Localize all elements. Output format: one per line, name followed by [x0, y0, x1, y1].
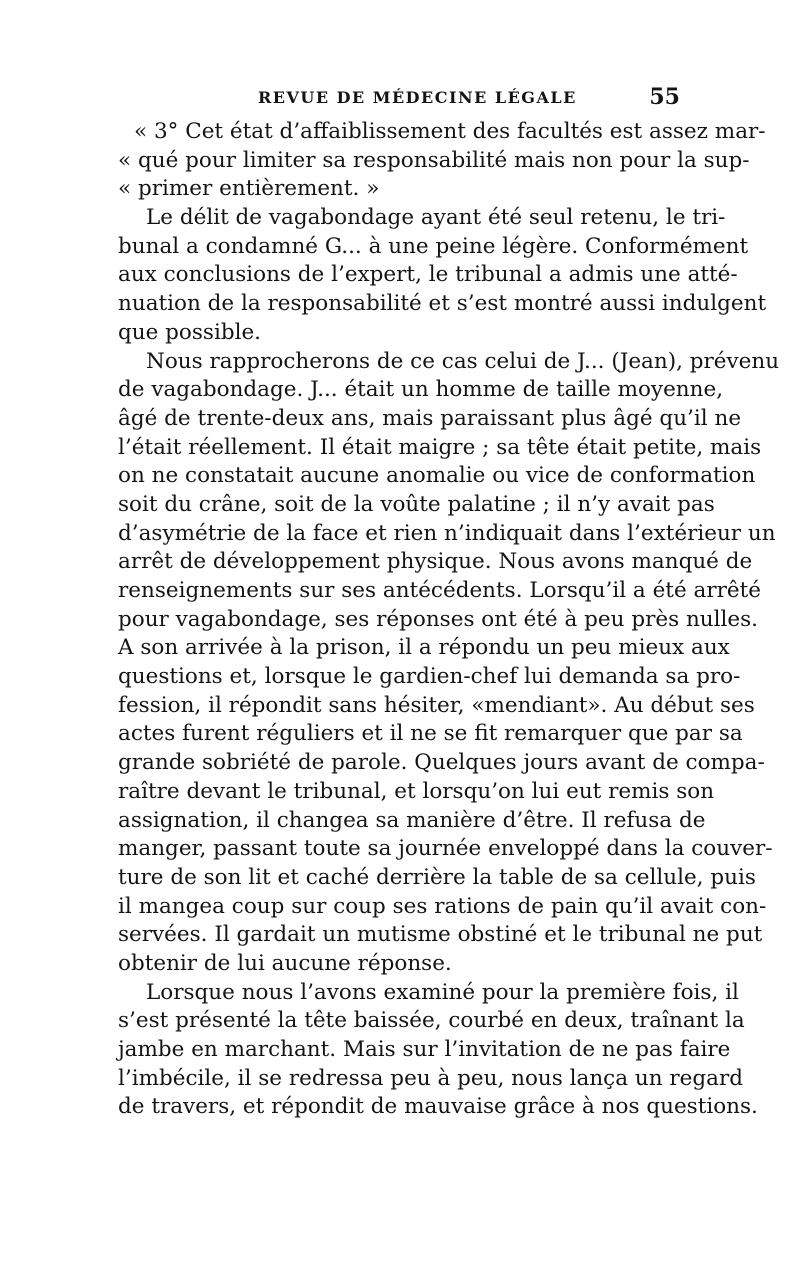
text-line: l’imbécile, il se redressa peu à peu, nous lança un regard [118, 1065, 744, 1091]
text-line: d’asymétrie de la face et rien n’indiquait dans l’extérieur un [118, 520, 776, 546]
text-line: « primer entièrement. » [118, 176, 380, 202]
running-header [118, 84, 680, 118]
text-line: ture de son lit et caché derrière la table de sa cellule, puis [118, 864, 756, 890]
text-line: renseignements sur ses antécédents. Lorsqu’il a été arrêté [118, 578, 761, 603]
text-line: fession, il répondit sans hésiter, «mendiant». Au début ses [118, 692, 755, 718]
text-line: on ne constatait aucune anomalie ou vice de conformation [118, 463, 756, 489]
text-line: assignation, il changea sa manière d’être. Il refusa de [118, 807, 706, 833]
page-number: 55 [649, 84, 680, 110]
text-line: l’était réellement. Il était maigre ; sa tête était petite, mais [118, 434, 762, 460]
text-line: A son arrivée à la prison, il a répondu un peu mieux aux [118, 635, 730, 661]
text-line: de travers, et répondit de mauvaise grâce à nos questions. [118, 1094, 758, 1120]
text-line: Le délit de vagabondage ayant été seul retenu, le tri- [146, 205, 726, 231]
journal-title: REVUE DE MÉDECINE LÉGALE [258, 88, 577, 107]
text-line: arrêt de développement physique. Nous avons manqué de [118, 549, 753, 575]
text-line: soit du crâne, soit de la voûte palatine ; il n’y avait pas [118, 491, 715, 517]
text-line: bunal a condamné G... à une peine légère. Conformément [118, 233, 749, 259]
text-line: « 3° Cet état d’affaiblissement des facultés est assez mar- [134, 119, 766, 144]
text-line: il mangea coup sur coup ses rations de pain qu’il avait con- [118, 893, 767, 919]
text-line: obtenir de lui aucune réponse. [118, 950, 452, 976]
text-line: actes furent réguliers et il ne se fit remarquer que par sa [118, 721, 743, 747]
text-line: Lorsque nous l’avons examiné pour la première fois, il [146, 979, 739, 1005]
text-line: « qué pour limiter sa responsabilité mais non pour la sup- [118, 147, 750, 173]
text-line: questions et, lorsque le gardien-chef lui demanda sa pro- [118, 664, 741, 690]
text-line: nuation de la responsabilité et s’est montré aussi indulgent [118, 291, 767, 317]
text-line: manger, passant toute sa journée enveloppé dans la couver- [118, 836, 773, 862]
text-line: raître devant le tribunal, et lorsqu’on lui eut remis son [118, 778, 715, 804]
text-line: âgé de trente-deux ans, mais paraissant plus âgé qu’il ne [118, 405, 742, 431]
text-line: de vagabondage. J... était un homme de taille moyenne, [118, 377, 724, 403]
text-line: que possible. [118, 319, 262, 345]
text-line: grande sobriété de parole. Quelques jours avant de compa- [118, 750, 765, 776]
text-line: jambe en marchant. Mais sur l’invitation de ne pas faire [118, 1037, 731, 1062]
text-line: s’est présenté la tête baissée, courbé en deux, traînant la [118, 1008, 745, 1034]
text-line: aux conclusions de l’expert, le tribunal a admis une atté- [118, 262, 738, 288]
text-line: servées. Il gardait un mutisme obstiné et le tribunal ne put [118, 922, 763, 948]
body-text [118, 118, 780, 1122]
text-line: pour vagabondage, ses réponses ont été à peu près nulles. [118, 606, 758, 632]
text-line: Nous rapprocherons de ce cas celui de J... (Jean), prévenu [146, 348, 780, 374]
